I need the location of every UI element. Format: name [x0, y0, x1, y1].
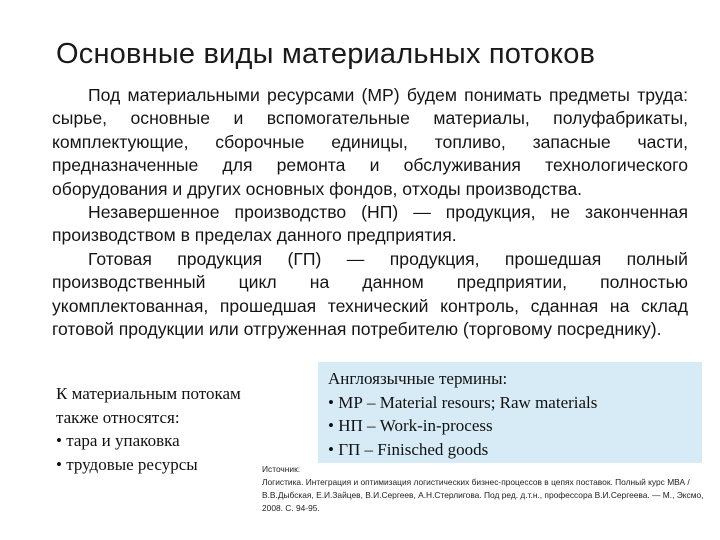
- additional-flows-block: [56, 382, 306, 476]
- source-text: Логистика. Интеграция и оптимизация логистических бизнес-процессов в цепях поставок. Полный курс МВА / В.В.Дыбская, Е.И.Зайцев, В.И.Сергеев, А.Н.Стерлигова. Под ред. д.т.н., профессора В.И.Сергеева. — М., Эксмо, 2008. С. 94-95.: [262, 477, 704, 513]
- term-finished-goods: • ГП – Finisched goods: [328, 439, 489, 459]
- english-terms-heading: Англоязычные термины:: [328, 369, 508, 388]
- paragraph-finished-goods: Готовая продукция (ГП) — продукция, прошедшая полный производственный цикл на данном предприятии, полностью укомплектованная, прошедшая технический контроль, сданная на склад готовой продукции или отгруженная потребителю (торговому посреднику).: [52, 248, 688, 340]
- term-material-resources: • МР – Material resours; Raw materials: [328, 392, 598, 412]
- additional-flows-line1: К материальным потокам: [56, 384, 241, 403]
- term-work-in-process: • НП – Work-in-process: [328, 416, 493, 435]
- source-label: Источник:: [262, 464, 301, 474]
- english-terms-box: [318, 362, 702, 463]
- scanned-text-block: [52, 84, 688, 341]
- source-citation: [262, 463, 712, 515]
- additional-flows-line2: также относятся:: [56, 407, 180, 427]
- paragraph-material-resources: Под материальными ресурсами (МР) будем понимать предметы труда: сырье, основные и вспомогательные материалы, полуфабрикаты, комплектующие, сборочные единицы, топливо, запасные части, предназначенные для ремонта и обслуживания технологического оборудования и других основных фондов, отходы производства.: [52, 85, 688, 199]
- list-item-packaging: • тара и упаковка: [56, 431, 180, 450]
- paragraph-work-in-process: Незавершенное производство (НП) — продукция, не законченная производством в пределах данного предприятия.: [52, 202, 688, 246]
- slide-title: Основные виды материальных потоков: [56, 38, 596, 70]
- list-item-labor: • трудовые ресурсы: [56, 454, 198, 474]
